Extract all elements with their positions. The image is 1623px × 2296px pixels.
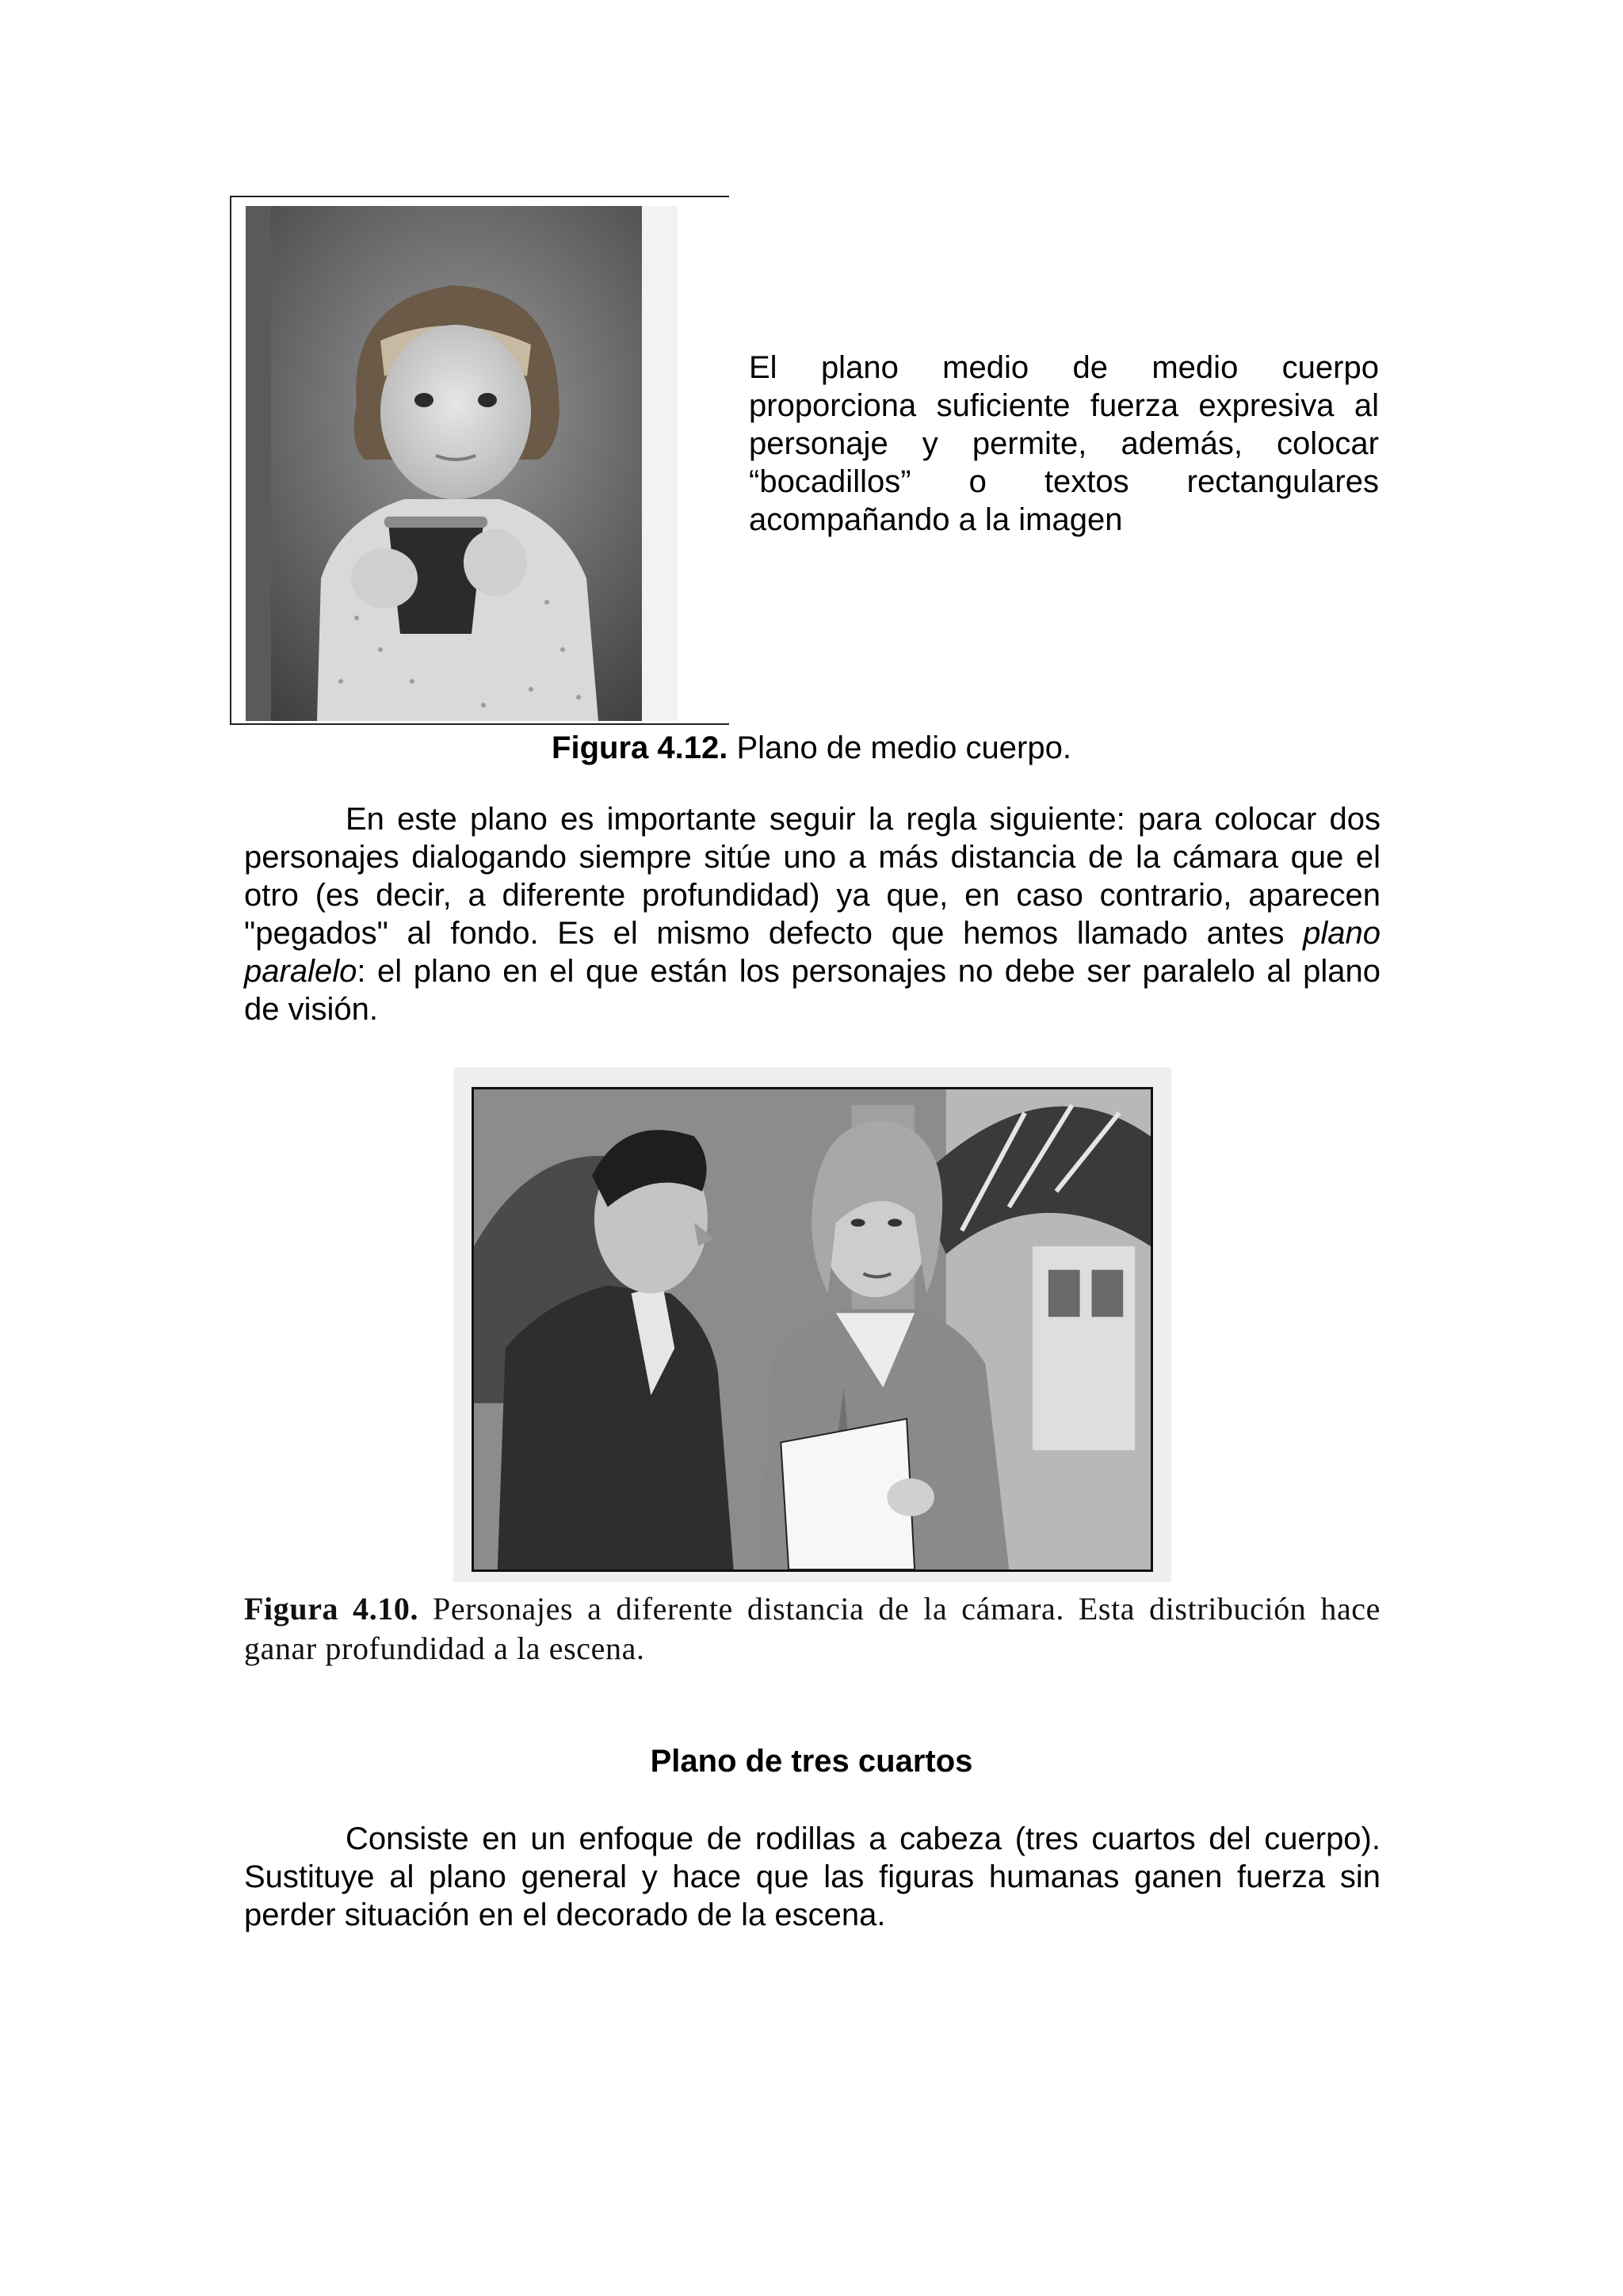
figure-412-caption-text: Plano de medio cuerpo. bbox=[727, 730, 1071, 765]
body-paragraph-2 bbox=[244, 1820, 1381, 1934]
paragraph-1-italic-term: plano paralelo bbox=[244, 916, 1381, 989]
figure-410-caption bbox=[244, 1589, 1381, 1669]
body-paragraph-1 bbox=[244, 800, 1381, 1028]
figure-410-illustration bbox=[472, 1087, 1153, 1572]
figure-412-photo bbox=[246, 206, 678, 721]
paragraph-2-text: Consiste en un enfoque de rodillas a cabeza (tres cuartos del cuerpo). Sustituye al plano general y hace que las figuras humanas ganen fuerza sin perder situación en el decorado de la escena. bbox=[244, 1821, 1381, 1932]
figure-412-caption-label: Figura 4.12. bbox=[552, 730, 728, 765]
figure-410-caption-text: Personajes a diferente distancia de la cámara. Esta distribución hace ganar profundidad a la escena. bbox=[244, 1591, 1381, 1666]
paragraph-1-text-a: En este plano es importante seguir la regla siguiente: para colocar dos personajes dialogando siempre sitúe uno a más distancia de la cámara que el otro (es decir, a diferente profundidad) ya que, en caso contrario, aparecen "pegados" al fondo. Es el mismo defecto que hemos llamado antes bbox=[244, 802, 1381, 951]
section-heading: Plano de tres cuartos bbox=[650, 1744, 973, 1779]
figure-412-caption bbox=[0, 729, 1623, 767]
figure-412-side-text: El plano medio de medio cuerpo proporciona suficiente fuerza expresiva al personaje y permite, además, colocar “bocadillos” o textos rectangulares acompañando a la imagen bbox=[749, 350, 1379, 537]
paragraph-1-text-b: : el plano en el que están los personajes no debe ser paralelo al plano de visión. bbox=[244, 954, 1381, 1027]
figure-410-caption-label: Figura 4.10. bbox=[244, 1591, 419, 1627]
